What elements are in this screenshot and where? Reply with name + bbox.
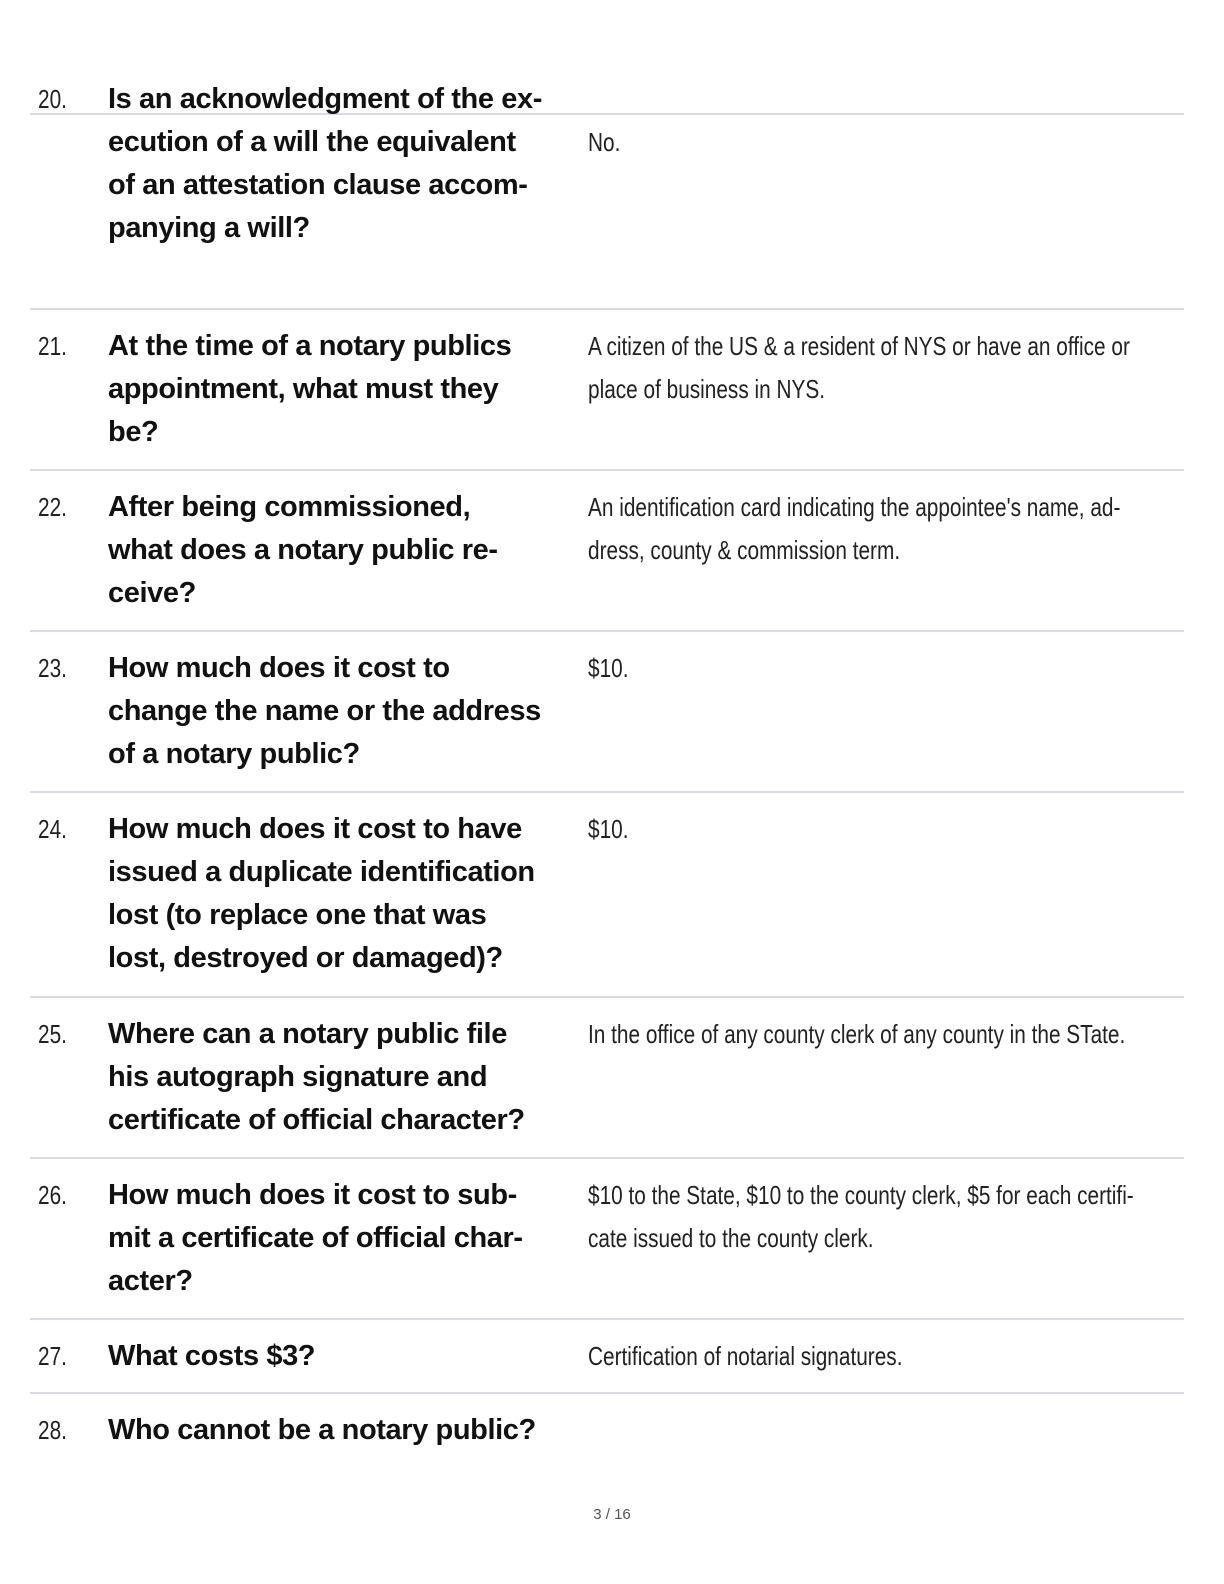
card-number: 21. <box>38 331 67 361</box>
question-line: acter? <box>108 1265 193 1297</box>
answer <box>588 486 1120 572</box>
question-line: ecution of a will the equivalent <box>108 126 516 158</box>
question-line: be? <box>108 416 159 448</box>
card-number: 26. <box>38 1180 67 1210</box>
question <box>108 325 588 454</box>
card-number: 24. <box>38 814 67 844</box>
divider <box>30 1157 1184 1159</box>
answer-line: $10. <box>588 653 629 683</box>
divider <box>30 630 1184 632</box>
question-line: of an attestation clause accom- <box>108 169 528 201</box>
question-line: mit a certificate of official char- <box>108 1222 523 1254</box>
question <box>108 1013 588 1142</box>
card-number: 25. <box>38 1019 67 1049</box>
question-line: issued a duplicate identification <box>108 856 535 888</box>
answer-line: A citizen of the US & a resident of NYS or have an office or <box>588 331 1130 361</box>
question-line: Is an acknowledgment of the ex- <box>108 83 542 115</box>
answer-line: cate issued to the county clerk. <box>588 1223 874 1253</box>
question-line: How much does it cost to <box>108 652 450 684</box>
divider <box>30 1392 1184 1394</box>
card-number: 22. <box>38 492 67 522</box>
answer-line: No. <box>588 127 621 157</box>
divider <box>30 996 1184 998</box>
question-line: Who cannot be a notary public? <box>108 1414 536 1446</box>
question <box>108 486 588 615</box>
card-number: 28. <box>38 1415 67 1445</box>
card-number: 27. <box>38 1341 67 1371</box>
question <box>108 1174 588 1303</box>
answer <box>588 325 1130 411</box>
question-line: After being commissioned, <box>108 491 471 523</box>
divider <box>30 1318 1184 1320</box>
divider <box>30 791 1184 793</box>
answer-line: Certification of notarial signatures. <box>588 1341 903 1371</box>
question-line: How much does it cost to have <box>108 813 522 845</box>
answer-line: $10 to the State, $10 to the county clerk, $5 for each certifi- <box>588 1180 1134 1210</box>
answer <box>588 1335 902 1378</box>
answer-line: An identification card indicating the appointee's name, ad- <box>588 492 1121 522</box>
question-line: What costs $3? <box>108 1340 316 1372</box>
answer <box>588 808 628 851</box>
question <box>108 1335 588 1378</box>
question-line: of a notary public? <box>108 738 360 770</box>
question-line: his autograph signature and <box>108 1061 488 1093</box>
answer-line: $10. <box>588 814 629 844</box>
answer-line: dress, county & commission term. <box>588 535 901 565</box>
question-line: ceive? <box>108 577 196 609</box>
answer <box>588 647 628 690</box>
question-line: lost (to replace one that was <box>108 899 487 931</box>
question-line: How much does it cost to sub- <box>108 1179 517 1211</box>
question-line: lost, destroyed or damaged)? <box>108 942 503 974</box>
page-number: 3 / 16 <box>593 1506 631 1523</box>
answer-line: place of business in NYS. <box>588 374 826 404</box>
question-line: At the time of a notary publics <box>108 330 512 362</box>
card-number: 20. <box>38 84 67 114</box>
question-line: Where can a notary public file <box>108 1018 507 1050</box>
card-number: 23. <box>38 653 67 683</box>
question-line: appointment, what must they <box>108 373 499 405</box>
question <box>108 647 588 776</box>
answer <box>588 121 620 164</box>
divider <box>30 469 1184 471</box>
question-line: certificate of official character? <box>108 1104 525 1136</box>
question <box>108 78 588 250</box>
answer <box>588 1174 1134 1260</box>
answer <box>588 1013 1125 1056</box>
question-line: change the name or the address <box>108 695 541 727</box>
question <box>108 808 588 980</box>
question-line: panying a will? <box>108 212 310 244</box>
divider <box>30 308 1184 310</box>
answer-line: In the office of any county clerk of any county in the STate. <box>588 1019 1126 1049</box>
question-line: what does a notary public re- <box>108 534 498 566</box>
question <box>108 1409 588 1452</box>
